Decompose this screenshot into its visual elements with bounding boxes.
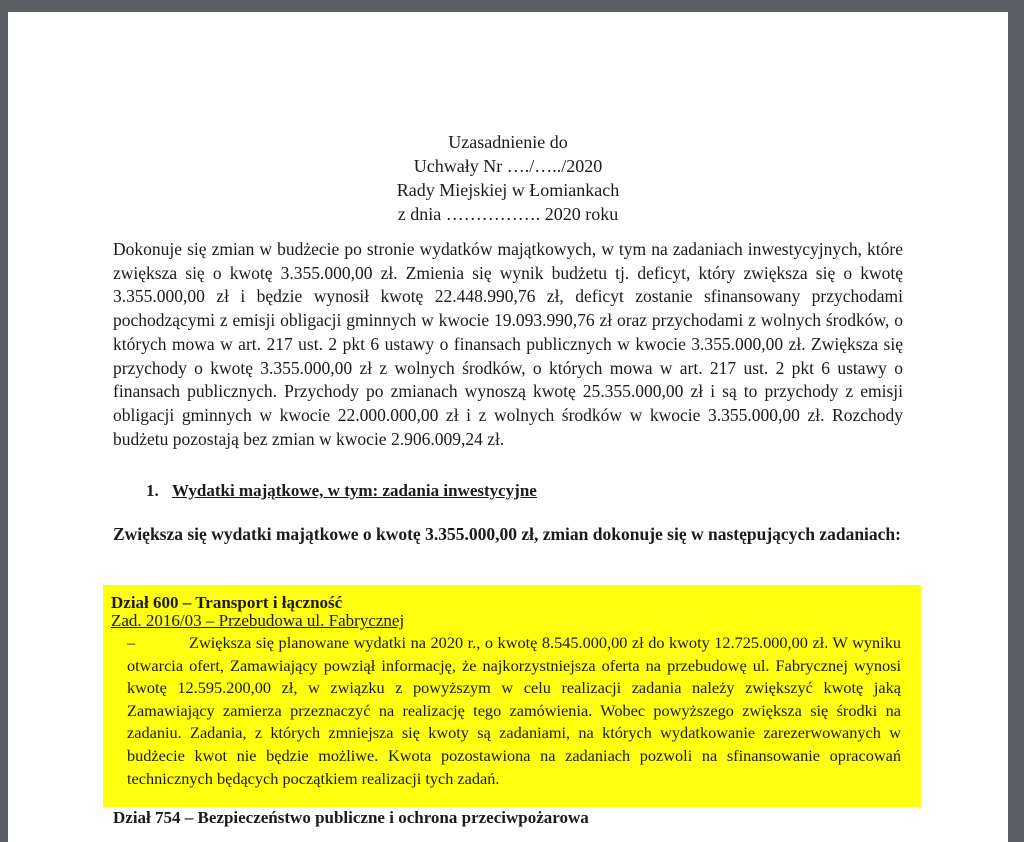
section-title	[146, 479, 936, 503]
increase-paragraph: Zwiększa się wydatki majątkowe o kwotę 3.355.000,00 zł, zmian dokonuje się w następujących zadaniach:	[113, 524, 901, 544]
heading-line-1: Uzasadnienie do	[448, 132, 568, 152]
heading-line-3: Rady Miejskiej w Łomiankach	[396, 180, 620, 200]
dzial-754-title: Dział 754 – Bezpieczeństwo publiczne i ochrona przeciwpożarowa	[113, 808, 589, 827]
section-title-text: Wydatki majątkowe, w tym: zadania inwestycyjne	[172, 481, 537, 500]
intro-paragraph: Dokonuje się zmian w budżecie po stronie wydatków majątkowych, w tym na zadaniach inwestycyjnych, które zwiększa się o kwotę 3.355.000,00 zł. Zmienia się wynik budżetu tj. deficyt, który zwiększa się o kwotę 3.355.000,00 zł i będzie wynosił kwotę 22.448.990,76 zł, deficyt zostanie sfinansowany przychodami pochodzącymi z emisji obligacji gminnych w kwocie 19.093.990,76 zł oraz przychodami z wolnych środków, o których mowa w art. 217 ust. 2 pkt 6 ustawy o finansach publicznych w kwocie 3.355.000,00 zł. Zwiększa się przychody o kwotę 3.355.000,00 zł z wolnych środków, o których mowa w art. 217 ust. 2 pkt 6 ustawy o finansach publicznych. Przychody po zmianach wynoszą kwotę 25.355.000,00 zł i są to przychody z emisji obligacji gminnych w kwocie 22.000.000,00 zł i z wolnych środków w kwocie 3.355.000,00 zł. Rozchody budżetu pozostają bez zmian w kwocie 2.906.009,24 zł.	[113, 239, 903, 449]
zad-body-text: Zwiększa się planowane wydatki na 2020 r., o kwotę 8.545.000,00 zł do kwoty 12.725.000,00 zł. W wyniku otwarcia ofert, Zamawiający powziął informację, że najkorzystniejsza oferta na przebudowę ul. Fabrycznej wynosi kwotę 12.595.200,00 zł, w związku z powyższym w celu realizacji zadania należy zwiększyć kwotę jaką Zamawiający zamierza przeznaczyć na realizację tego zamówienia. Wobec powyższego zwiększa się środki na zadaniu. Zadania, z których zmniejsza się kwoty są zadaniami, na których wydatkowanie zarezerwowanych w budżecie kwot nie będzie możliwe. Kwota pozostawiona na zadaniach pozwoli na sfinansowanie opracowań technicznych będących początkiem realizacji tych zadań.	[127, 633, 901, 788]
heading-line-2: Uchwały Nr …./…../2020	[413, 156, 603, 176]
dzial-600-title: Dział 600 – Transport i łączność	[111, 593, 343, 612]
document-page	[8, 12, 1008, 842]
section-number: 1.	[146, 481, 159, 500]
list-dash: –	[127, 633, 136, 652]
zad-body	[127, 632, 901, 790]
heading-line-4: z dnia ……………. 2020 roku	[397, 204, 619, 224]
document-heading	[8, 130, 1008, 226]
zad-title: Zad. 2016/03 – Przebudowa ul. Fabrycznej	[111, 611, 405, 630]
highlighted-block	[103, 585, 921, 807]
